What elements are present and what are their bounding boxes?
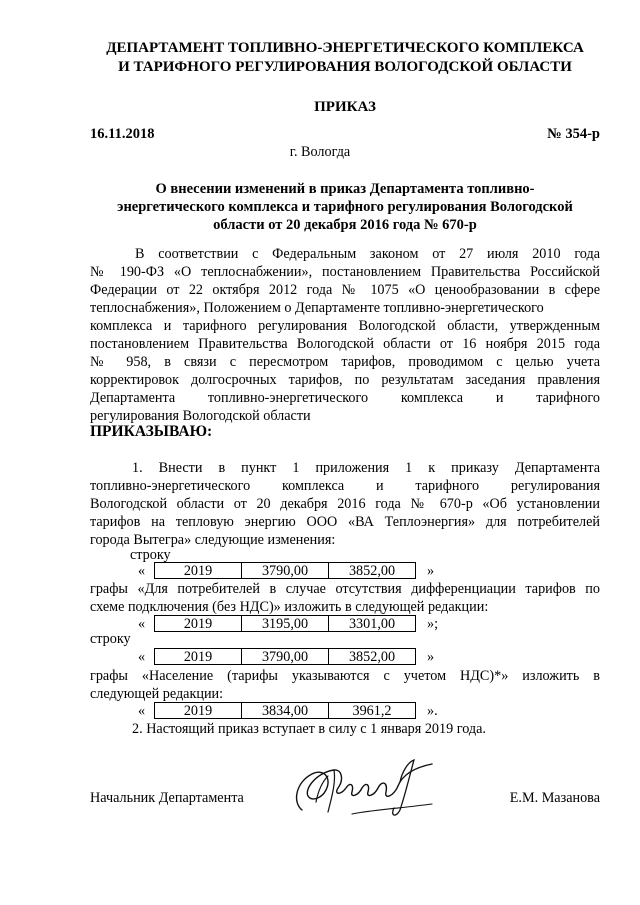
close-quote: » <box>427 649 435 665</box>
open-quote: « <box>138 563 146 579</box>
close-quote: » <box>427 563 435 579</box>
row-value-1: 3790,00 <box>241 562 329 579</box>
order-title <box>60 180 630 234</box>
open-quote: « <box>138 649 146 665</box>
preamble-line-9: Департамента топливно-энергетического комплекса и тарифного <box>90 390 600 406</box>
item1-line-5: города Вытегра» следующие изменения: <box>90 532 336 548</box>
row-year: 2019 <box>154 562 242 579</box>
block2-label: строку <box>90 631 131 647</box>
block1-text-1: графы «Для потребителей в случае отсутствия дифференциации тарифов по <box>90 581 600 597</box>
preamble-line-4: теплоснабжения», Положением о Департаменте топливно-энергетического <box>90 300 544 316</box>
block2-text-1: графы «Население (тарифы указываются с учетом НДС)*» изложить в <box>90 668 600 684</box>
row-value-1: 3790,00 <box>241 648 329 665</box>
close-quote: »; <box>427 616 439 632</box>
preamble-line-6: постановлением Правительства Вологодской области от 16 ноября 2015 года <box>90 336 600 352</box>
preamble-line-7: № 958, в связи с пересмотром тарифов, проводимом с целью учета <box>90 354 600 370</box>
preamble-line-10: регулирования Вологодской области <box>90 408 311 424</box>
department-name-line2: И ТАРИФНОГО РЕГУЛИРОВАНИЯ ВОЛОГОДСКОЙ ОБЛАСТИ <box>118 59 572 75</box>
department-name-line1: ДЕПАРТАМЕНТ ТОПЛИВНО-ЭНЕРГЕТИЧЕСКОГО КОМПЛЕКСА <box>106 40 584 56</box>
row-value-2: 3961,2 <box>328 702 416 719</box>
order-title-line3: области от 20 декабря 2016 года № 670-р <box>213 217 477 233</box>
open-quote: « <box>138 616 146 632</box>
city: г. Вологда <box>289 144 351 160</box>
order-title-line1: О внесении изменений в приказ Департамента топливно- <box>155 181 535 197</box>
preamble-line-2: № 190-ФЗ «О теплоснабжении», постановлением Правительства Российской <box>90 264 600 280</box>
row-year: 2019 <box>154 702 242 719</box>
row-value-2: 3852,00 <box>328 562 416 579</box>
order-word: ПРИКАЗЫВАЮ: <box>90 423 213 440</box>
item2: 2. Настоящий приказ вступает в силу с 1 января 2019 года. <box>132 721 486 737</box>
item1-line-3: Вологодской области от 20 декабря 2016 года № 670-р «Об установлении <box>90 496 600 512</box>
signatory-position: Начальник Департамента <box>90 790 244 806</box>
row-value-2: 3301,00 <box>328 615 416 632</box>
preamble-line-1: В соответствии с Федеральным законом от 27 июля 2010 года <box>135 246 600 262</box>
preamble-line-5: комплекса и тарифного регулирования Вологодской области, утвержденным <box>90 318 600 334</box>
row-value-2: 3852,00 <box>328 648 416 665</box>
item1-line-4: тарифов на тепловую энергию ООО «ВА Теплоэнергия» для потребителей <box>90 514 600 530</box>
order-date: 16.11.2018 <box>90 126 155 142</box>
order-title-line2: энергетического комплекса и тарифного регулирования Вологодской <box>117 199 573 215</box>
item1-line-1: 1. Внести в пункт 1 приложения 1 к приказу Департамента <box>132 460 600 476</box>
block1-text-2: схеме подключения (без НДС)» изложить в следующей редакции: <box>90 599 489 615</box>
block2-text-2: следующей редакции: <box>90 686 224 702</box>
open-quote: « <box>138 703 146 719</box>
document-type: ПРИКАЗ <box>314 99 376 115</box>
order-number: № 354-р <box>547 126 600 142</box>
handwritten-signature-icon <box>282 752 442 822</box>
row-value-1: 3834,00 <box>241 702 329 719</box>
row-value-1: 3195,00 <box>241 615 329 632</box>
row-year: 2019 <box>154 615 242 632</box>
block1-label: строку <box>130 547 171 563</box>
row-year: 2019 <box>154 648 242 665</box>
preamble-line-3: Федерации от 22 октября 2012 года № 1075 «О ценообразовании в сфере <box>90 282 600 298</box>
signatory-name: Е.М. Мазанова <box>509 790 600 806</box>
preamble-line-8: корректировок долгосрочных тарифов, по результатам заседания правления <box>90 372 600 388</box>
close-quote: ». <box>427 703 438 719</box>
item1-line-2: топливно-энергетического комплекса и тарифного регулирования <box>90 478 600 494</box>
